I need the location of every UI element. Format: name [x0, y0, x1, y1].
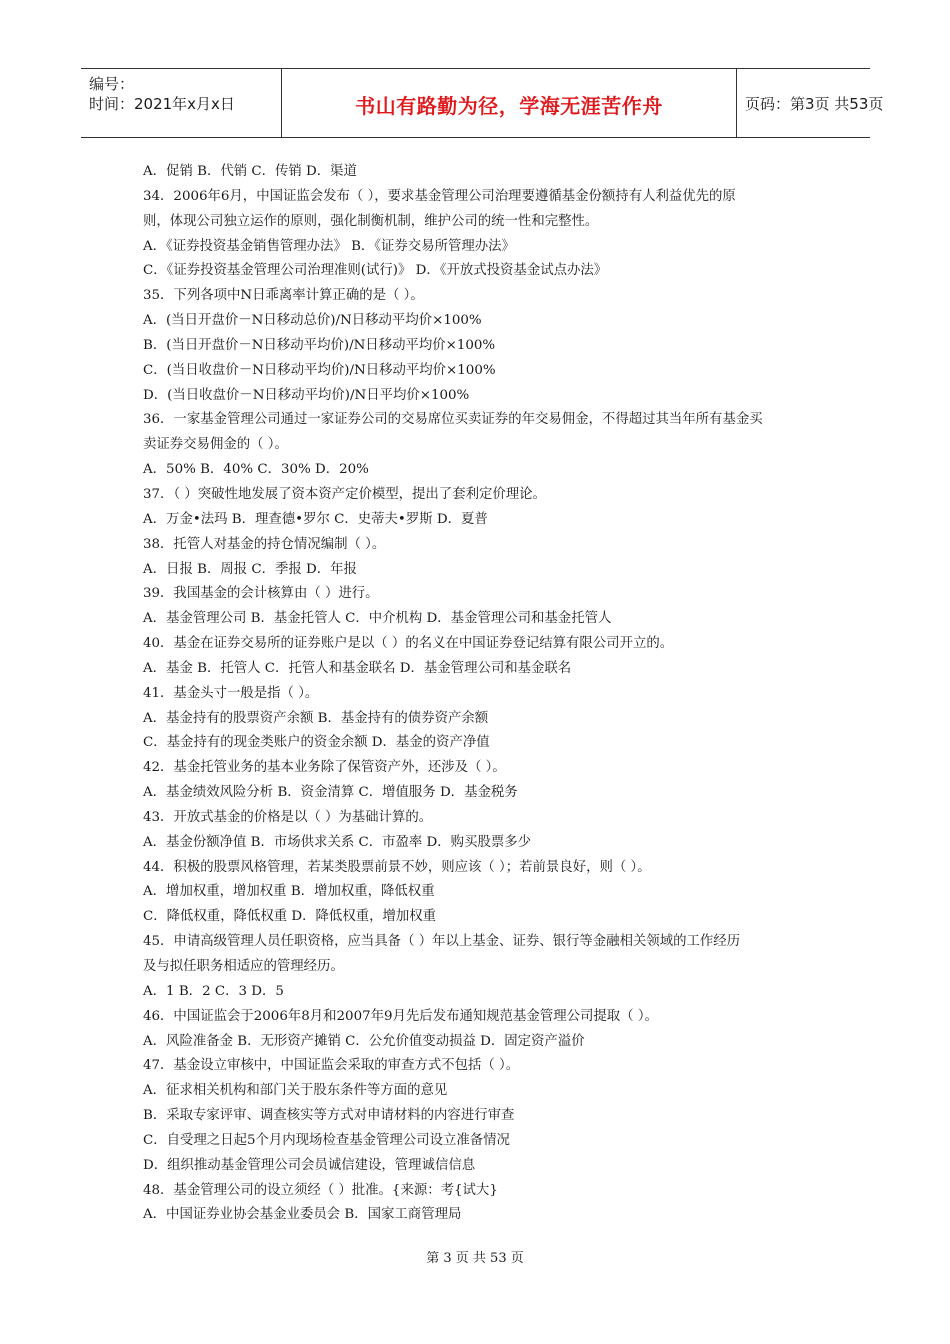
text-line: C．基金持有的现金类账户的资金余额 D．基金的资产净值 [143, 735, 490, 751]
text-line: 48．基金管理公司的设立须经（ ）批准。{来源：考{试大} [143, 1182, 498, 1198]
page-header [81, 68, 884, 138]
text-line: 45．申请高级管理人员任职资格，应当具备（ ）年以上基金、证券、银行等金融相关领域的工作经历 [143, 934, 741, 950]
text-line: B．(当日开盘价－N日移动平均价)/N日移动平均价×100% [143, 337, 496, 353]
text-line: A．中国证券业协会基金业委员会 B．国家工商管理局 [143, 1207, 462, 1223]
text-line: A．增加权重，增加权重 B．增加权重，降低权重 [143, 884, 435, 900]
text-line: 34．2006年6月，中国证监会发布（ ），要求基金管理公司治理要遵循基金份额持有人利益优先的原 [143, 188, 736, 204]
text-line: 卖证券交易佣金的（ ）。 [143, 437, 288, 453]
text-line: A．风险准备金 B．无形资产摊销 C．公允价值变动损益 D．固定资产溢价 [143, 1033, 585, 1049]
header-page-cell [737, 69, 884, 137]
text-line: 46．中国证监会于2006年8月和2007年9月先后发布通知规范基金管理公司提取（ ）。 [143, 1008, 658, 1024]
text-line: A．基金份额净值 B．市场供求关系 C．市盈率 D．购买股票多少 [143, 834, 532, 850]
text-line: A．促销 B．代销 C．传销 D．渠道 [143, 164, 357, 179]
header-motto-cell [282, 69, 737, 137]
text-line: 及与拟任职务相适应的管理经历。 [143, 959, 344, 974]
page-footer: 第 3 页 共 53 页 [426, 1251, 524, 1266]
text-line: 则，体现公司独立运作的原则，强化制衡机制，维护公司的统一性和完整性。 [143, 213, 599, 229]
text-line: C．自受理之日起5个月内现场检查基金管理公司设立准备情况 [143, 1132, 510, 1148]
text-line: 42．基金托管业务的基本业务除了保管资产外，还涉及（ ）。 [143, 760, 506, 776]
text-line: A．基金绩效风险分析 B．资金清算 C．增值服务 D．基金税务 [143, 785, 518, 801]
text-line: D．(当日收盘价－N日移动平均价)/N日平均价×100% [143, 387, 470, 403]
text-line: A．基金管理公司 B．基金托管人 C．中介机构 D．基金管理公司和基金托管人 [143, 611, 612, 627]
text-line: C．《证券投资基金管理公司治理准则(试行)》 D．《开放式投资基金试点办法》 [143, 263, 608, 279]
header-page-info: 页码：第3页 共53页 [745, 95, 884, 113]
document-number-label: 编号： [89, 75, 135, 93]
text-line: B．采取专家评审、调查核实等方式对申请材料的内容进行审查 [143, 1108, 515, 1124]
text-line: A．50% B．40% C．30% D．20% [143, 462, 369, 478]
text-line: D．组织推动基金管理公司会员诚信建设，管理诚信信息 [143, 1157, 476, 1173]
text-line: 38．托管人对基金的持仓情况编制（ ）。 [143, 536, 386, 552]
text-line: C．降低权重，降低权重 D．降低权重，增加权重 [143, 909, 437, 925]
text-line: 47．基金设立审核中，中国证监会采取的审查方式不包括（ ）。 [143, 1058, 520, 1074]
text-line: A．1 B．2 C．3 D．5 [143, 983, 284, 999]
document-time-label: 时间：2021年x月x日 [89, 95, 235, 113]
text-line: 35．下列各项中N日乖离率计算正确的是（ ）。 [143, 288, 424, 304]
header-meta-cell [81, 69, 282, 137]
text-line: 39．我国基金的会计核算由（ ）进行。 [143, 586, 379, 602]
text-line: A．基金 B．托管人 C．托管人和基金联名 D．基金管理公司和基金联名 [143, 660, 572, 676]
text-line: A．万金•法玛 B．理查德•罗尔 C．史蒂夫•罗斯 D．夏普 [143, 511, 488, 527]
text-line: A．基金持有的股票资产余额 B．基金持有的债券资产余额 [143, 710, 489, 726]
question-body [143, 160, 823, 1228]
text-line: 41．基金头寸一般是指（ ）。 [143, 685, 319, 701]
text-line: A．(当日开盘价－N日移动总价)/N日移动平均价×100% [143, 313, 482, 329]
text-line: 37．（ ）突破性地发展了资本资产定价模型，提出了套利定价理论。 [143, 486, 546, 502]
text-line: 36．一家基金管理公司通过一家证券公司的交易席位买卖证券的年交易佣金，不得超过其当年所有基金买 [143, 412, 763, 428]
text-line: 43．开放式基金的价格是以（ ）为基础计算的。 [143, 809, 433, 825]
text-line: 40．基金在证券交易所的证券账户是以（ ）的名义在中国证券登记结算有限公司开立的。 [143, 636, 674, 652]
header-motto: 书山有路勤为径，学海无涯苦作舟 [355, 94, 663, 118]
text-line: 44．积极的股票风格管理，若某类股票前景不妙，则应该（ ）；若前景良好，则（ ）。 [143, 859, 651, 875]
text-line: A．日报 B．周报 C．季报 D．年报 [143, 561, 357, 577]
text-line: A．征求相关机构和部门关于股东条件等方面的意见 [143, 1083, 448, 1099]
text-line: C．(当日收盘价－N日移动平均价)/N日移动平均价×100% [143, 362, 496, 378]
text-line: A．《证券投资基金销售管理办法》 B．《证券交易所管理办法》 [143, 238, 515, 254]
